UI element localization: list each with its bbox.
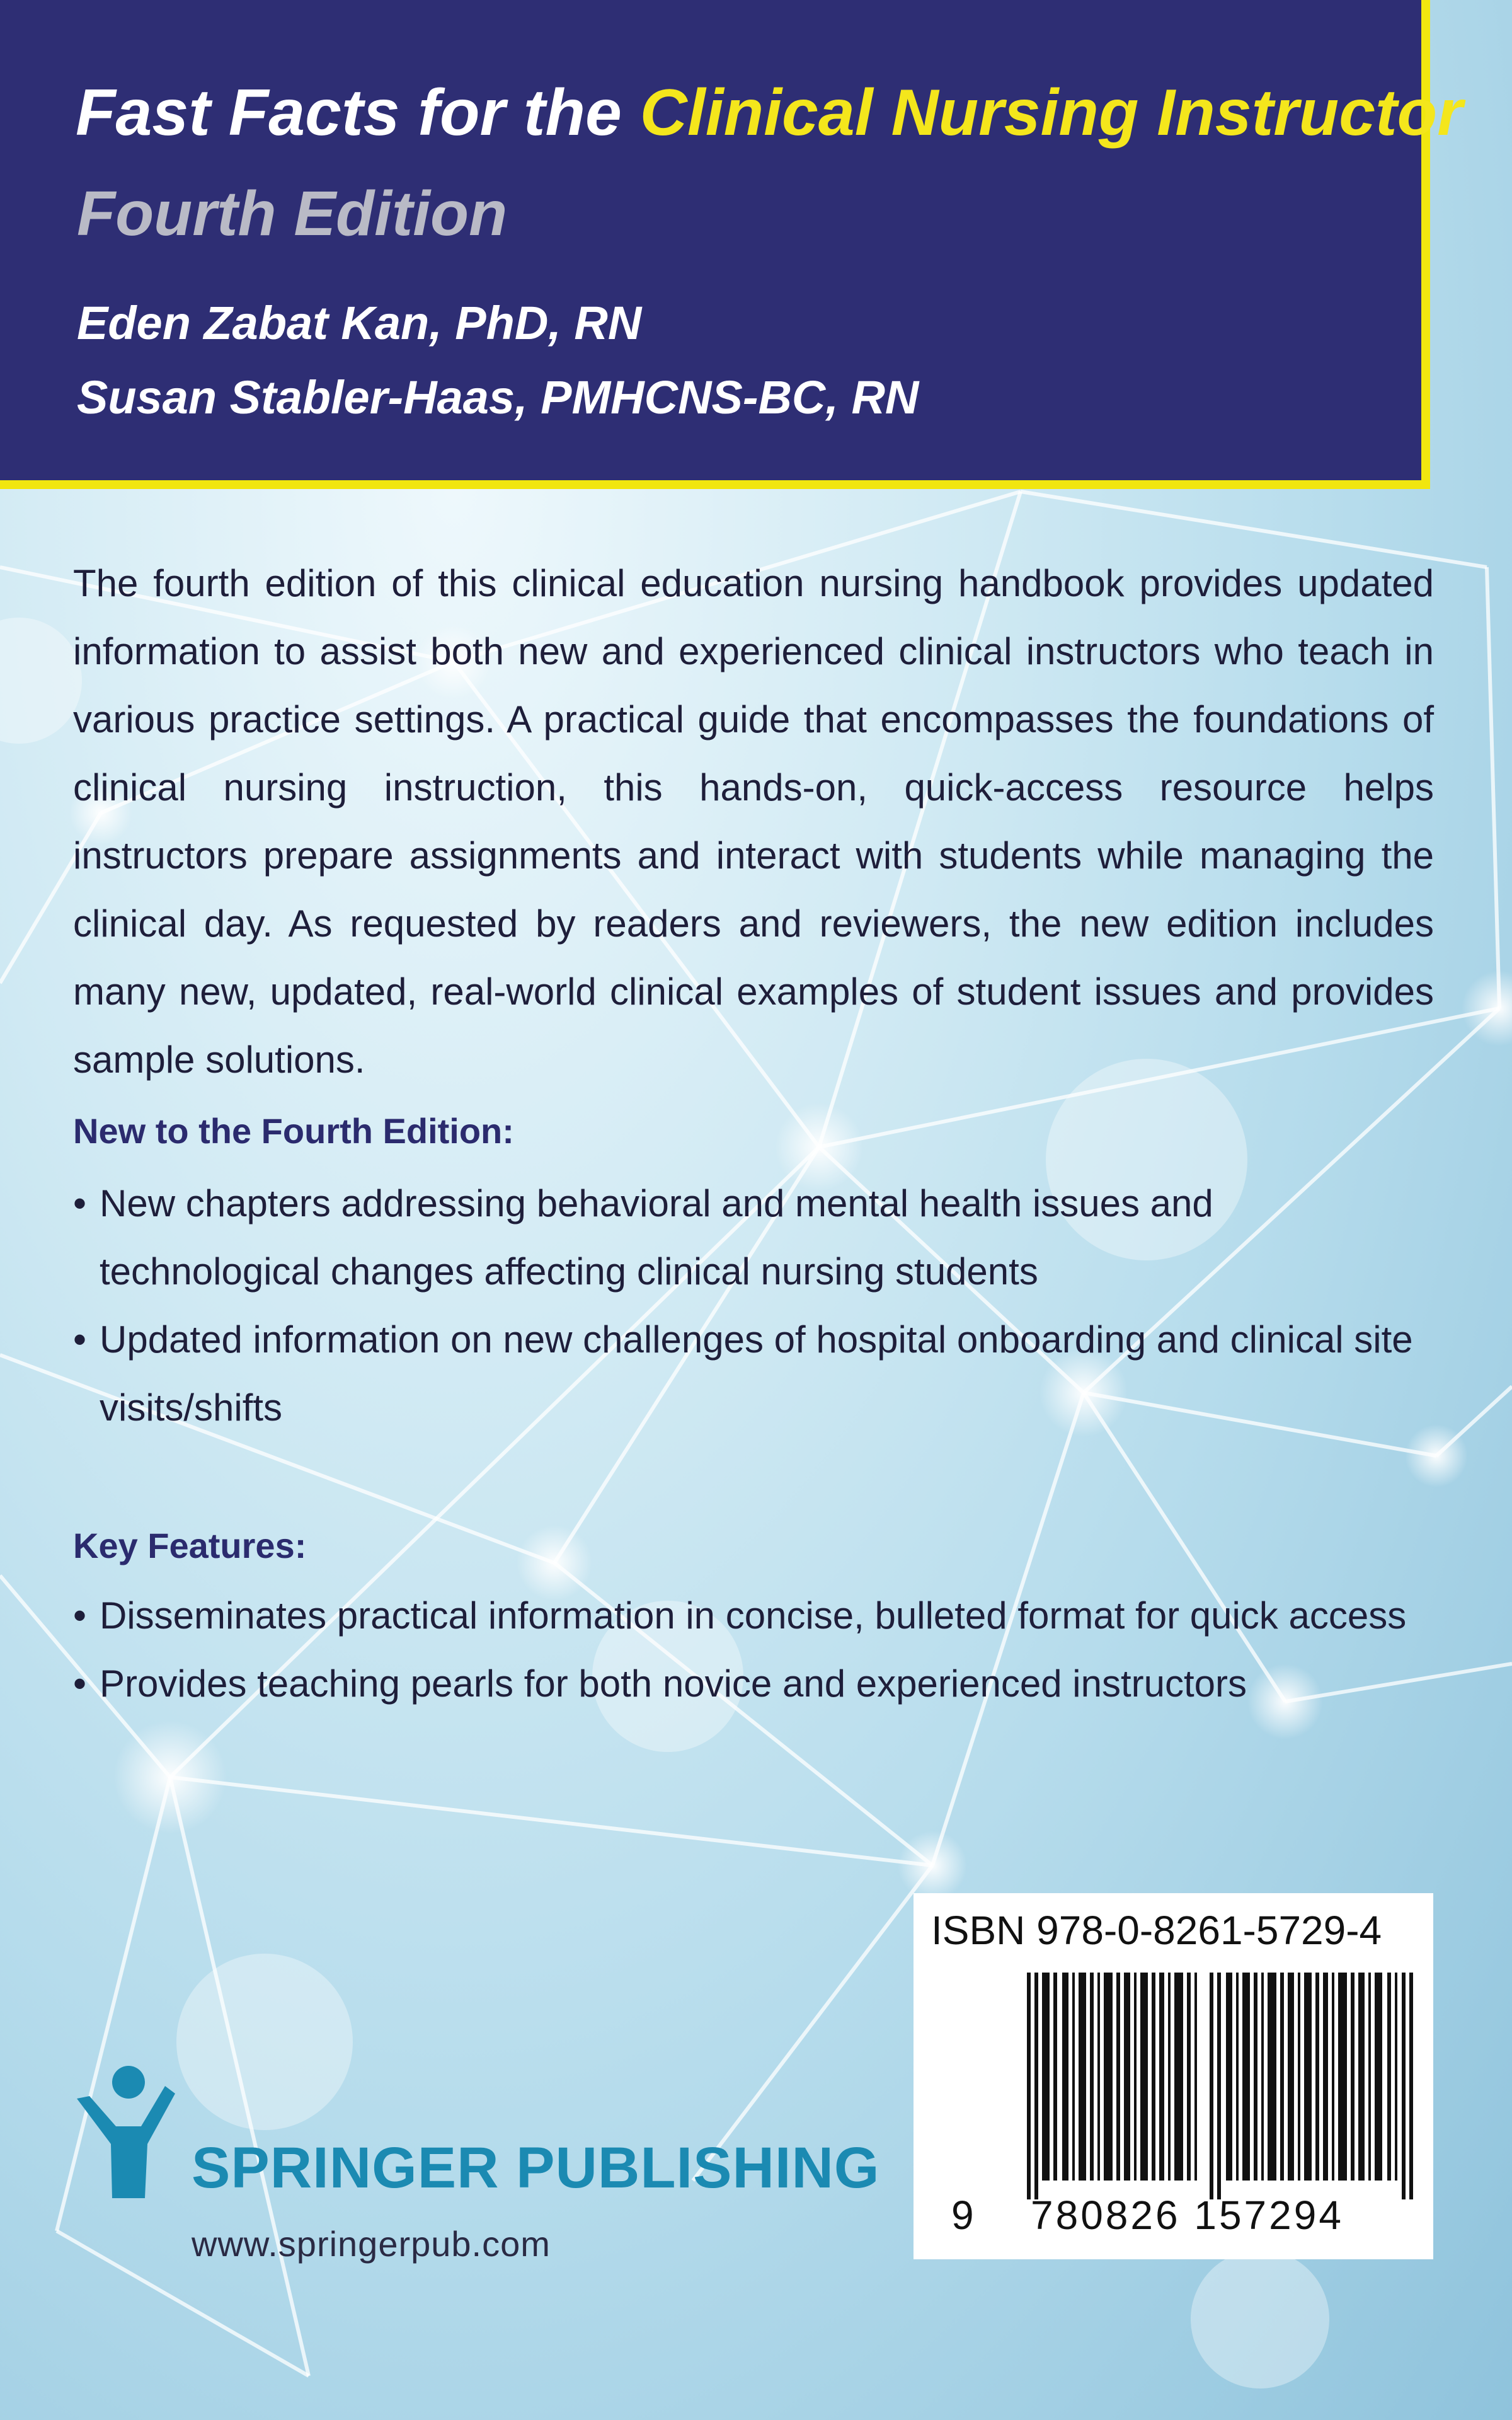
- barcode-icon: [1027, 1973, 1413, 2199]
- publisher-website[interactable]: www.springerpub.com: [192, 2224, 551, 2264]
- title-prefix: Fast Facts for the: [76, 76, 640, 149]
- key-features-heading: Key Features:: [73, 1526, 307, 1565]
- author-2: Susan Stabler-Haas, PMHCNS-BC, RN: [77, 371, 919, 424]
- barcode-digits: 780826 157294: [1031, 2192, 1344, 2238]
- book-title: [76, 76, 1463, 151]
- new-edition-heading: New to the Fourth Edition:: [73, 1111, 514, 1151]
- list-item: • New chapters addressing behavioral and mental health issues and technological changes affecting clinical nursing students: [73, 1170, 1434, 1306]
- book-description: The fourth edition of this clinical education nursing handbook provides updated information to assist both new and experienced clinical instructors who teach in various practice settings. A practical guide that encompasses the foundations of clinical nursing instruction, this hands-on, quick-access resource helps instructors prepare assignments and interact with students while managing the clinical day. As requested by readers and reviewers, the new edition includes many new, updated, real-world clinical examples of student issues and provides sample solutions.: [73, 562, 1434, 1081]
- title-banner: [0, 0, 1463, 489]
- title-highlight: Clinical Nursing Instructor: [639, 76, 1463, 149]
- publisher-name: SPRINGER PUBLISHING: [192, 2136, 880, 2200]
- isbn-barcode-box: [914, 1893, 1433, 2259]
- list-item: • Disseminates practical information in concise, bulleted format for quick access: [73, 1582, 1434, 1650]
- edition-label: Fourth Edition: [77, 178, 508, 249]
- new-edition-list: [73, 1170, 1434, 1442]
- key-features-list: [73, 1582, 1434, 1718]
- isbn-number: ISBN 978-0-8261-5729-4: [931, 1908, 1382, 1953]
- barcode-first-digit: 9: [951, 2192, 974, 2238]
- springer-logo-icon: [71, 2061, 178, 2199]
- author-1: Eden Zabat Kan, PhD, RN: [77, 297, 642, 349]
- list-item: • Provides teaching pearls for both novice and experienced instructors: [73, 1650, 1434, 1718]
- list-item: • Updated information on new challenges of hospital onboarding and clinical site visits/shifts: [73, 1306, 1434, 1442]
